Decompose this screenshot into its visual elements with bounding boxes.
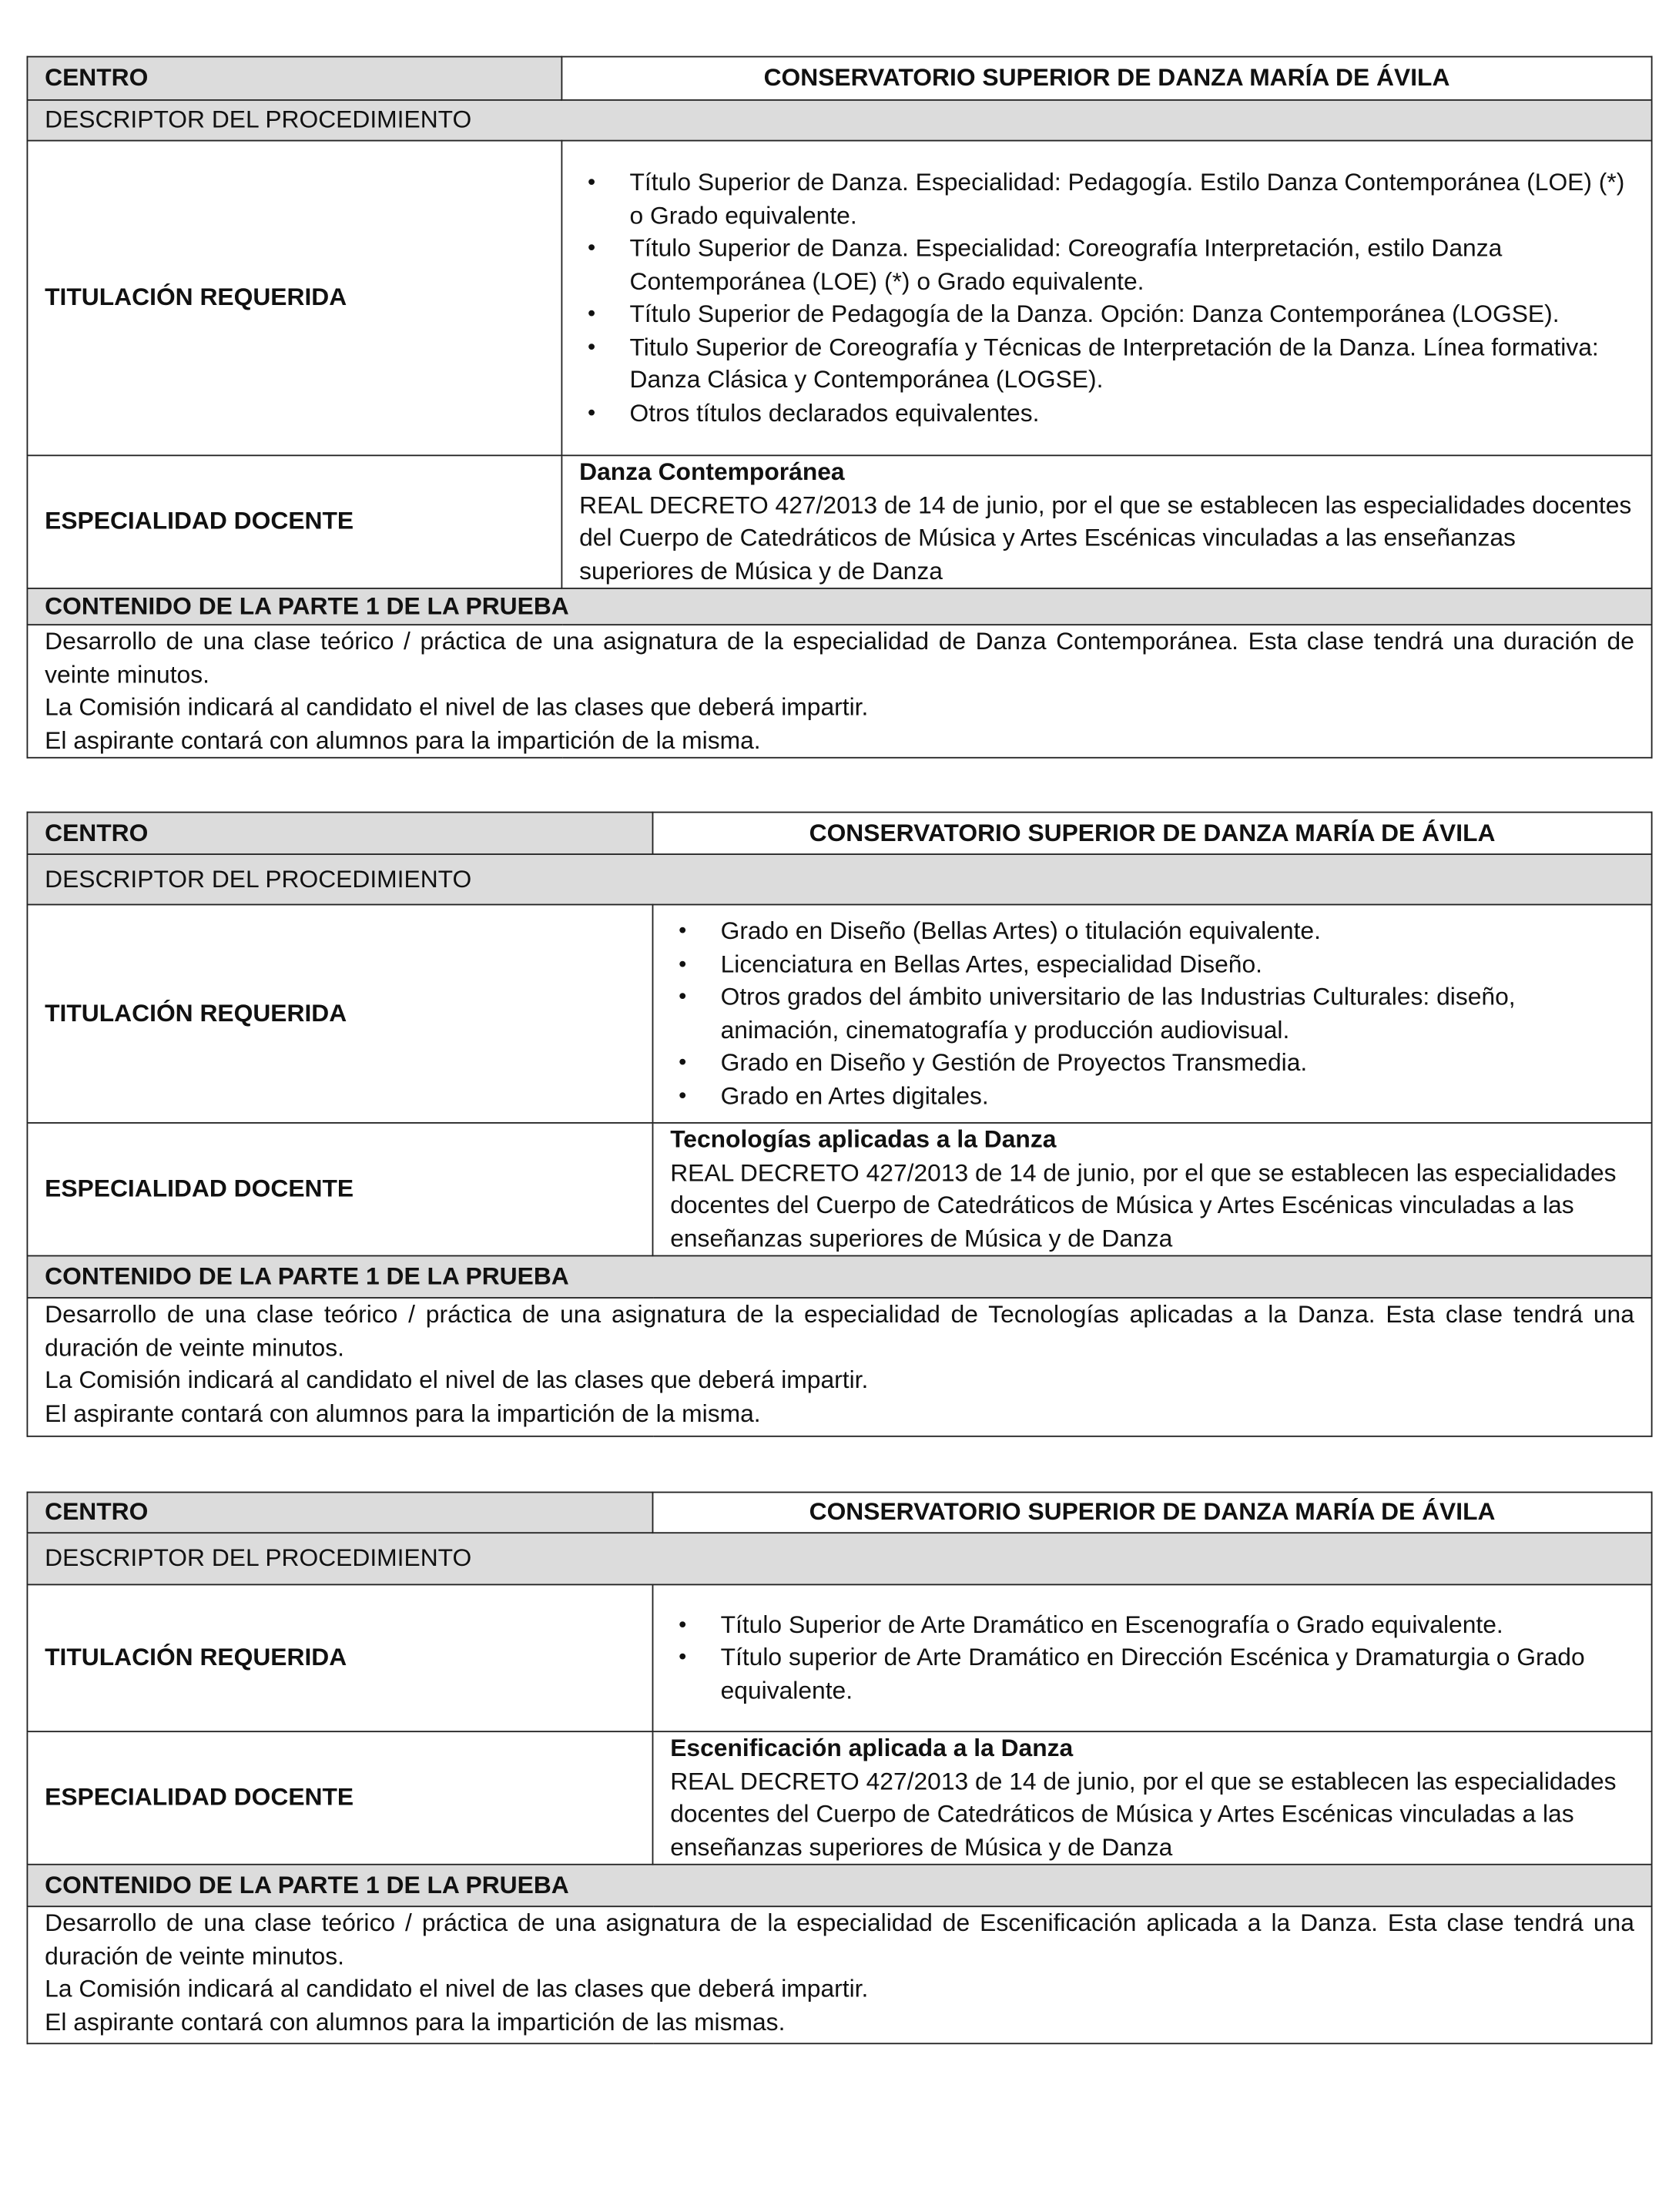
especialidad-title: Escenificación aplicada a la Danza [670, 1733, 1074, 1762]
titulacion-item: • Título Superior de Pedagogía de la Danza. Opción: Danza Contemporánea (LOGSE). [630, 298, 1634, 331]
contenido-heading: CONTENIDO DE LA PARTE 1 DE LA PRUEBA [27, 1865, 1651, 1907]
especialidad-cell [652, 1731, 1651, 1865]
contenido-body [27, 625, 1651, 758]
titulacion-label: TITULACIÓN REQUERIDA [27, 141, 561, 456]
titulacion-cell [652, 904, 1651, 1122]
titulacion-item: • Título Superior de Arte Dramático en Escenografía o Grado equivalente. [721, 1609, 1634, 1642]
centro-label: CENTRO [27, 1493, 652, 1533]
titulacion-item: • Título Superior de Danza. Especialidad: Pedagogía. Estilo Danza Contemporánea (LOE) (*) o Grado equivalente. [630, 166, 1634, 232]
titulacion-label: TITULACIÓN REQUERIDA [27, 904, 652, 1122]
descriptor-heading: DESCRIPTOR DEL PROCEDIMIENTO [27, 1533, 1651, 1584]
especialidad-title: Danza Contemporánea [579, 457, 845, 486]
contenido-body [27, 1298, 1651, 1436]
titulacion-cell [561, 141, 1651, 456]
titulacion-item: • Grado en Artes digitales. [721, 1080, 1634, 1113]
especialidad-text: REAL DECRETO 427/2013 de 14 de junio, por el que se establecen las especialidades docentes del Cuerpo de Catedráticos de Música y Artes Escénicas vinculadas a las enseñanzas superiores de Música y de Danza [579, 490, 1632, 585]
contenido-heading: CONTENIDO DE LA PARTE 1 DE LA PRUEBA [27, 588, 1651, 625]
especialidad-text: REAL DECRETO 427/2013 de 14 de junio, por el que se establecen las especialidades docentes del Cuerpo de Catedráticos de Música y Artes Escénicas vinculadas a las enseñanzas superiores de Música y de Danza [670, 1766, 1617, 1861]
titulacion-item: • Grado en Diseño (Bellas Artes) o titulación equivalente. [721, 915, 1634, 948]
titulacion-list [670, 1609, 1634, 1708]
especialidad-label: ESPECIALIDAD DOCENTE [27, 455, 561, 588]
contenido-line: La Comisión indicará al candidato el nivel de las clases que deberá impartir. [45, 692, 869, 721]
titulacion-list [670, 915, 1634, 1112]
contenido-line: Desarrollo de una clase teórico / práctica de una asignatura de la especialidad de Danza Contemporánea. Esta clase tendrá una duración de veinte minutos. [45, 626, 1634, 688]
titulacion-list [579, 166, 1634, 430]
especialidad-text: REAL DECRETO 427/2013 de 14 de junio, por el que se establecen las especialidades docentes del Cuerpo de Catedráticos de Música y Artes Escénicas vinculadas a las enseñanzas superiores de Música y de Danza [670, 1158, 1617, 1252]
contenido-line: El aspirante contará con alumnos para la impartición de la misma. [45, 1398, 761, 1427]
titulacion-item: • Otros títulos declarados equivalentes. [630, 397, 1634, 430]
centro-value: CONSERVATORIO SUPERIOR DE DANZA MARÍA DE ÁVILA [652, 813, 1651, 855]
centro-value: CONSERVATORIO SUPERIOR DE DANZA MARÍA DE ÁVILA [652, 1493, 1651, 1533]
contenido-line: El aspirante contará con alumnos para la impartición de la misma. [45, 725, 761, 754]
contenido-body [27, 1906, 1651, 2043]
contenido-line: Desarrollo de una clase teórico / práctica de una asignatura de la especialidad de Tecnologías aplicadas a la Danza. Esta clase tendrá una duración de veinte minutos. [45, 1299, 1634, 1361]
titulacion-item: • Licenciatura en Bellas Artes, especialidad Diseño. [721, 948, 1634, 981]
titulacion-item: • Título Superior de Danza. Especialidad: Coreografía Interpretación, estilo Danza Contemporánea (LOE) (*) o Grado equivalente. [630, 233, 1634, 298]
titulacion-item: • Título superior de Arte Dramático en Dirección Escénica y Dramaturgia o Grado equivalente. [721, 1641, 1634, 1707]
descriptor-heading: DESCRIPTOR DEL PROCEDIMIENTO [27, 854, 1651, 904]
centro-label: CENTRO [27, 813, 652, 855]
procedure-table [27, 56, 1653, 759]
titulacion-item: • Titulo Superior de Coreografía y Técnicas de Interpretación de la Danza. Línea formativa: Danza Clásica y Contemporánea (LOGSE). [630, 331, 1634, 397]
centro-label: CENTRO [27, 57, 561, 100]
especialidad-title: Tecnologías aplicadas a la Danza [670, 1124, 1057, 1153]
titulacion-item: • Grado en Diseño y Gestión de Proyectos Transmedia. [721, 1047, 1634, 1080]
contenido-line: El aspirante contará con alumnos para la impartición de las mismas. [45, 2007, 786, 2036]
contenido-line: La Comisión indicará al candidato el nivel de las clases que deberá impartir. [45, 1974, 869, 2003]
contenido-line: La Comisión indicará al candidato el nivel de las clases que deberá impartir. [45, 1366, 869, 1394]
centro-value: CONSERVATORIO SUPERIOR DE DANZA MARÍA DE ÁVILA [561, 57, 1651, 100]
especialidad-cell [561, 455, 1651, 588]
titulacion-cell [652, 1584, 1651, 1731]
contenido-line: Desarrollo de una clase teórico / práctica de una asignatura de la especialidad de Escenificación aplicada a la Danza. Esta clase tendrá una duración de veinte minutos. [45, 1908, 1634, 1970]
procedure-table [27, 812, 1653, 1437]
descriptor-heading: DESCRIPTOR DEL PROCEDIMIENTO [27, 100, 1651, 141]
procedure-table [27, 1492, 1653, 2045]
contenido-heading: CONTENIDO DE LA PARTE 1 DE LA PRUEBA [27, 1255, 1651, 1298]
especialidad-label: ESPECIALIDAD DOCENTE [27, 1731, 652, 1865]
titulacion-item: • Otros grados del ámbito universitario de las Industrias Culturales: diseño, animación, cinematografía y producción audiovisual. [721, 981, 1634, 1047]
especialidad-cell [652, 1123, 1651, 1256]
especialidad-label: ESPECIALIDAD DOCENTE [27, 1123, 652, 1256]
titulacion-label: TITULACIÓN REQUERIDA [27, 1584, 652, 1731]
